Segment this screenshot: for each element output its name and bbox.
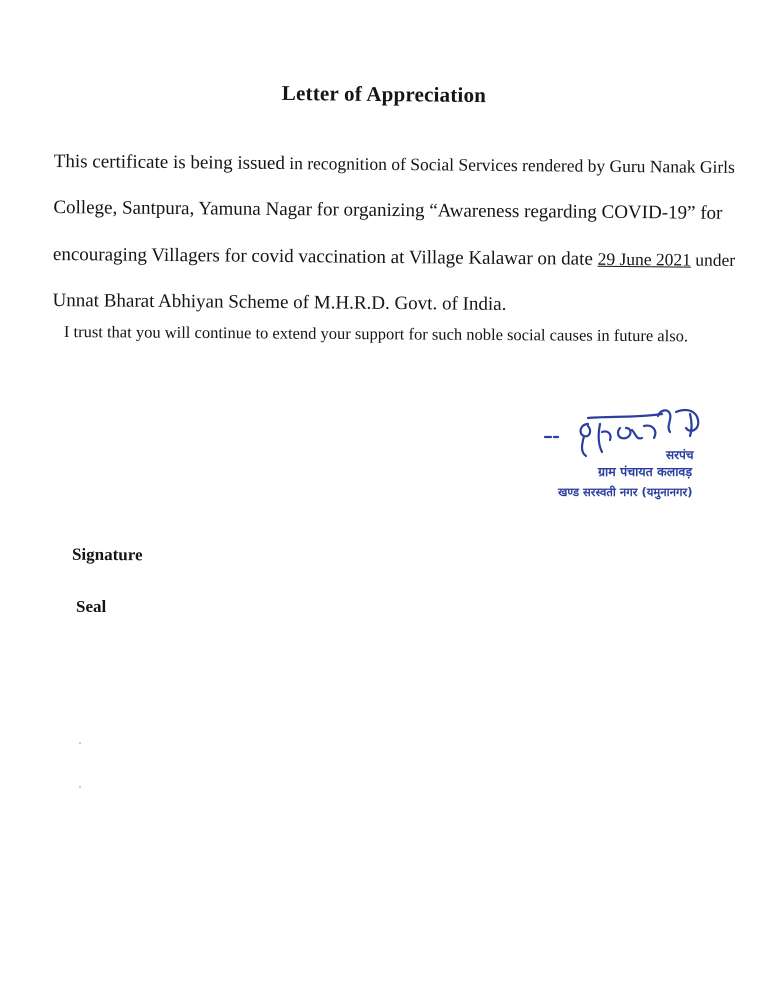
body-line-3-pre: encouraging Villagers for covid vaccination at Village Kalawar on date <box>52 243 598 270</box>
scan-speck <box>79 786 81 788</box>
signature-stamp-graphic <box>540 404 710 508</box>
seal-label: Seal <box>76 597 107 616</box>
stamp-line-3: खण्ड सरस्वती नगर (यमुनानगर) <box>558 485 693 499</box>
body-line-1 <box>53 138 735 191</box>
body-line-4: Unnat Bharat Abhiyan Scheme of M.H.R.D. Govt. of India. <box>52 289 507 315</box>
body-paragraph <box>52 138 736 330</box>
letter-title: Letter of Appreciation <box>281 80 487 108</box>
signature-label: Signature <box>71 544 143 565</box>
scan-speck <box>79 742 81 744</box>
body-line-2: College, Santpura, Yamuna Nagar for organizing “Awareness regarding COVID-19” for <box>53 196 723 224</box>
body-line-3 <box>52 231 736 284</box>
stamp-text <box>557 448 695 500</box>
sarpanch-stamp <box>540 404 710 508</box>
stamp-line-2: ग्राम पंचायत कलावड़ <box>598 464 693 479</box>
event-date: 29 June 2021 <box>597 248 692 270</box>
body-line-1-rest: in recognition of Social Services rendered by Guru Nanak Girls <box>284 153 735 177</box>
closing-paragraph: I trust that you will continue to extend your support for such noble social causes in future also. <box>63 322 689 346</box>
body-line-1-lead: This certificate is being issued <box>53 150 285 175</box>
stamp-line-1: सरपंच <box>666 448 694 462</box>
body-line-3-post: under <box>690 249 736 270</box>
